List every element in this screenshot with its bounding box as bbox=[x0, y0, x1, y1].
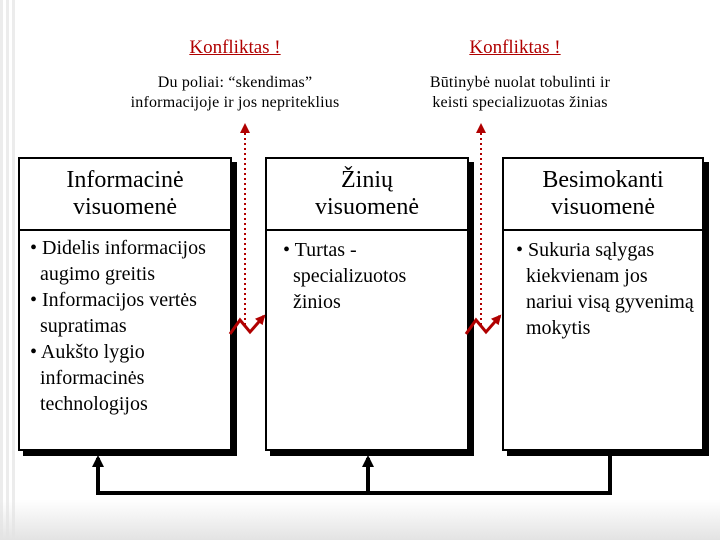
list-item: • Didelis informacijos augimo greitis bbox=[30, 237, 206, 285]
box-ziniu-title-line2: visuomenė bbox=[315, 194, 419, 220]
conflict-description-2-line1: Būtinybė nuolat tobulinti ir bbox=[429, 74, 611, 91]
box-ziniu-title-line1: Žinių bbox=[340, 167, 393, 193]
conflict-description-1-line2: informacijoje ir jos nepriteklius bbox=[130, 94, 340, 111]
box-besimokanti-title-line1: Besimokanti bbox=[542, 167, 664, 193]
feedback-loop-outer bbox=[98, 455, 610, 493]
conflict-description-1-line1: Du poliai: “skendimas” bbox=[157, 74, 313, 91]
list-item: • Turtas - specializuotos žinios bbox=[283, 239, 407, 313]
lightning-arrow-2 bbox=[466, 316, 500, 334]
list-item: • Sukuria sąlygas kiekvienam jos nariui visą gyvenimą mokytis bbox=[516, 239, 694, 339]
box-informacine-title-line1: Informacinė bbox=[66, 167, 184, 193]
box-besimokanti-title-line2: visuomenė bbox=[551, 194, 655, 220]
list-item: • Aukšto lygio informacinės technologijos bbox=[30, 341, 148, 415]
lightning-arrow-1 bbox=[230, 316, 264, 334]
conflict-title-2: Konfliktas ! bbox=[469, 37, 561, 58]
conflict-title-1: Konfliktas ! bbox=[189, 37, 281, 58]
list-item: • Informacijos vertės supratimas bbox=[30, 289, 197, 337]
box-informacine-title-line2: visuomenė bbox=[73, 194, 177, 220]
conflict-description-2-line2: keisti specializuotas žinias bbox=[432, 94, 608, 111]
